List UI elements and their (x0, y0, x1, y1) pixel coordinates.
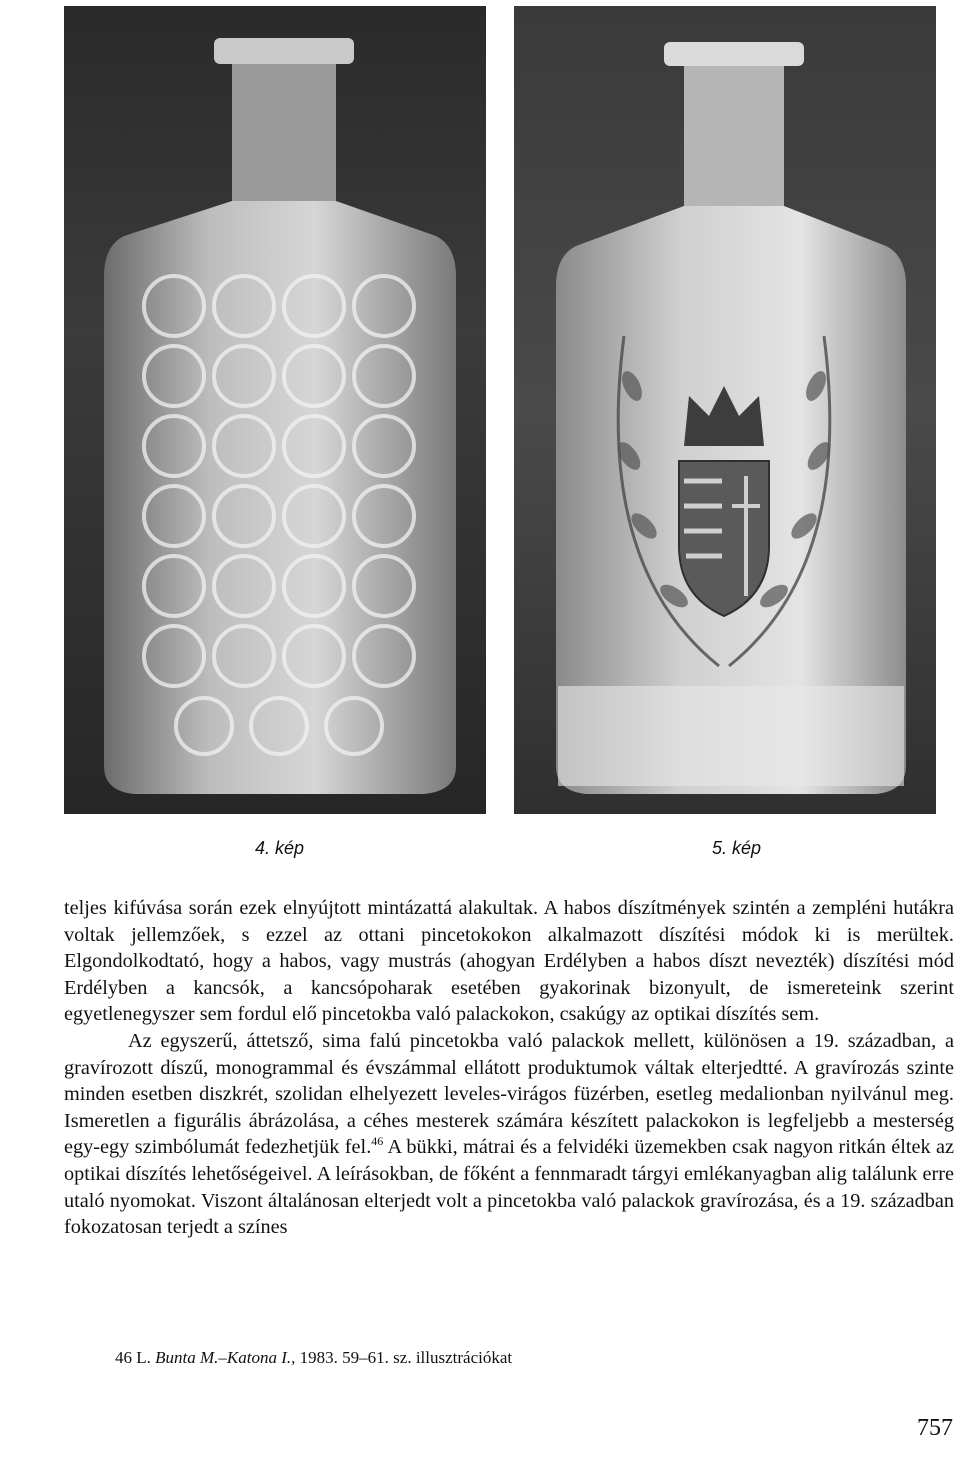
body-text (64, 895, 954, 1241)
footnote-citation: , 1983. 59–61. sz. illusztrációkat (291, 1348, 513, 1367)
bottle-optical-pattern-photo-icon (64, 6, 486, 814)
figure-5-caption: 5. kép (712, 838, 762, 858)
paragraph-2 (64, 1028, 954, 1241)
footnote-46 (115, 1348, 512, 1368)
bottle-engraved-coat-of-arms-photo-icon (514, 6, 936, 814)
paragraph-2-part-a: Az egyszerű, áttetsző, sima falú pincetokba való palackok mellett, különösen a 19. században, a gravírozott díszű, monogrammal és évszámmal ellátott produktumok váltak elterjedtté. A gravírozás szinte minden esetben diszkrét, szolidan elhelyezett leveles-virágos füzérben, esetleg medalionban nyilvánul meg. Ismeretlen a figurális ábrázolása, a céhes mesterek számára készített palackokon is legfeljebb a mesterség egy-egy szimbólumát fedezhetjük fel. (64, 1029, 954, 1159)
paragraph-2-part-b: A bükki, mátrai és a felvidéki üzemekben csak nagyon ritkán éltek az optikai díszítés lehetőségeivel. A leírásokban, de főként a fennmaradt tárgyi emlékanyagban alig találunk erre utaló nyomokat. Viszont általánosan elterjedt volt a pincetokba való palackok gravírozása, és a 19. században fokozatosan terjedt a színes (64, 1136, 954, 1239)
figure-4-photo (64, 6, 486, 814)
footnote-author-2: Katona I. (226, 1348, 292, 1367)
figure-4-caption: 4. kép (255, 838, 305, 858)
paragraph-1: teljes kifúvása során ezek elnyújtott mintázattá alakultak. A habos díszítmények szintén a zempléni hutákra voltak jellemzőek, s ezzel az ottani pincetokokon alkalmazott díszítési módok ki is merültek. Elgondolkodtató, hogy a habos, vagy mustrás (ahogyan Erdélyben a habos díszt nevezték) díszítési mód Erdélyben a kancsók, a kancsópoharak esetében gyakorinak bizonyult, de ismereteink szerint egyetlenegyszer sem fordul elő pincetokba való palackokon, csakúgy az optikai díszítés sem. (64, 897, 954, 1026)
figure-5-photo (514, 6, 936, 814)
footnote-number: 46 L. (115, 1348, 151, 1367)
footnote-author-1: Bunta M. (155, 1348, 219, 1367)
footnote-reference[interactable]: 46 (371, 1134, 384, 1149)
footnote-dash: – (218, 1348, 227, 1367)
page-number: 757 (917, 1415, 953, 1441)
